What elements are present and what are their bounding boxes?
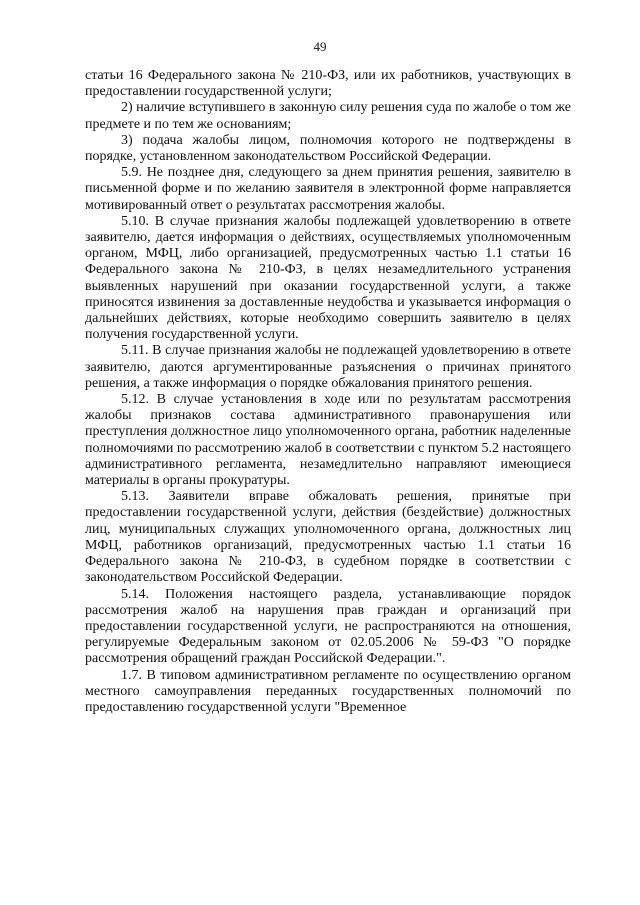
paragraph-item-2: 2) наличие вступившего в законную силу решения суда по жалобе о том же предмете и по тем же основаниям;: [85, 100, 571, 132]
paragraph-1-7: 1.7. В типовом административном регламенте по осуществлению органом местного самоуправления переданных государственных полномочий по предоставлению государственной услуги "Временное: [85, 667, 571, 715]
paragraph-5-13: 5.13. Заявители вправе обжаловать решения, принятые при предоставлении государственной услуги, действия (бездействие) должностных лиц, муниципальных служащих уполномоченного органа, должностных лиц МФЦ, работников организаций, предусмотренных частью 1.1 статьи 16 Федерального закона № 210-ФЗ, в судебном порядке в соответствии с законодательством Российской Федерации.: [85, 489, 571, 586]
paragraph-5-12: 5.12. В случае установления в ходе или по результатам рассмотрения жалобы признаков состава административного правонарушения или преступления должностное лицо уполномоченного органа, работник наделенные полномочиями по рассмотрению жалоб в соответствии с пунктом 5.2 настоящего административного регламента, незамедлительно направляют имеющиеся материалы в органы прокуратуры.: [85, 392, 571, 489]
page-number: 49: [313, 39, 327, 54]
paragraph-item-3: 3) подача жалобы лицом, полномочия которого не подтверждены в порядке, установленном законодательством Российской Федерации.: [85, 132, 571, 165]
document-body: [85, 68, 571, 716]
paragraph-5-9: 5.9. Не позднее дня, следующего за днем принятия решения, заявителю в письменной форме и по желанию заявителя в электронной форме направляется мотивированный ответ о результатах рассмотрения жалобы.: [85, 165, 571, 213]
paragraph-5-14: 5.14. Положения настоящего раздела, устанавливающие порядок рассмотрения жалоб на нарушения прав граждан и организаций при предоставлении государственной услуги, не распространяются на отношения, регулируемые Федеральным законом от 02.05.2006 № 59-ФЗ "О порядке рассмотрения обращений граждан Российской Федерации.".: [85, 586, 571, 667]
paragraph-continuation: статьи 16 Федерального закона № 210-ФЗ, или их работников, участвующих в предоставлении государственной услуги;: [85, 68, 571, 100]
paragraph-5-11: 5.11. В случае признания жалобы не подлежащей удовлетворению в ответе заявителю, даются аргументированные разъяснения о причинах принятого решения, а также информация о порядке обжалования принятого решения.: [85, 343, 571, 391]
paragraph-5-10: 5.10. В случае признания жалобы подлежащей удовлетворению в ответе заявителю, дается информация о действиях, осуществляемых уполномоченным органом, МФЦ, либо организацией, предусмотренных частью 1.1 статьи 16 Федерального закона № 210-ФЗ, в целях незамедлительного устранения выявленных нарушений при оказании государственной услуги, а также приносятся извинения за доставленные неудобства и указывается информация о дальнейших действиях, которые необходимо совершить заявителю в целях получения государственной услуги.: [85, 213, 571, 343]
